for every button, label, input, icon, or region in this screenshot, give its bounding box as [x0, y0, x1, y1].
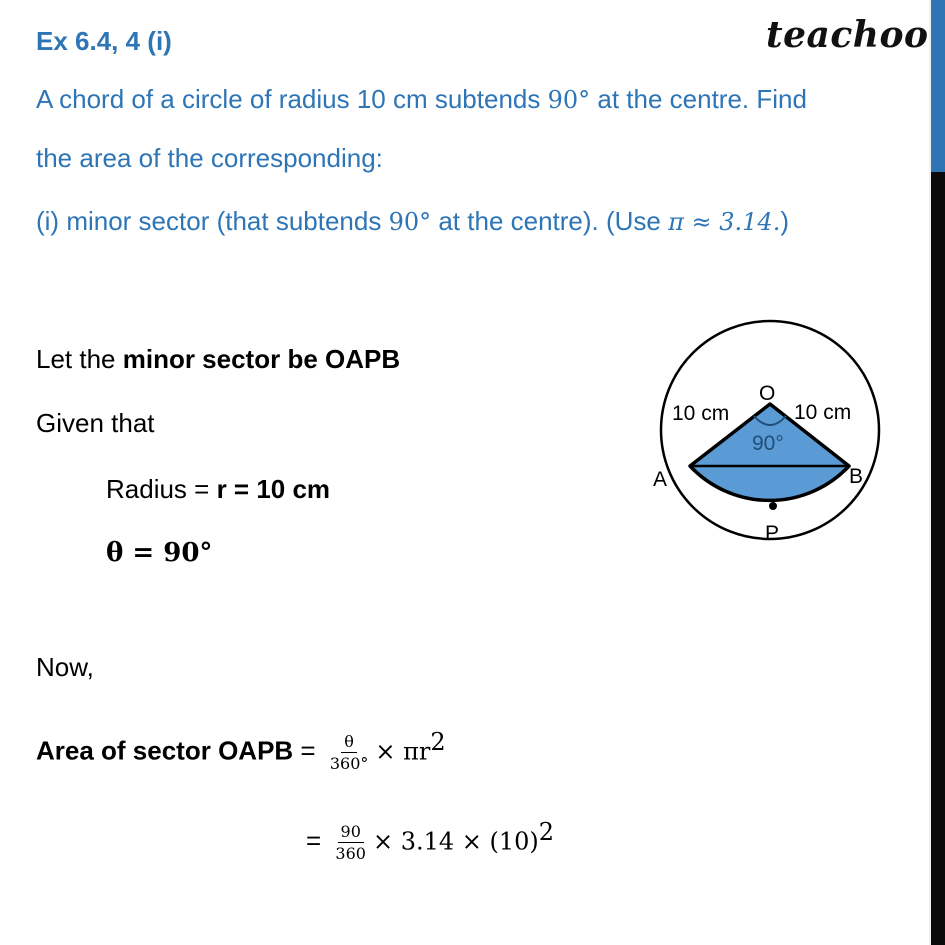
point-P-dot: [769, 502, 777, 510]
circle-sector-diagram: [640, 290, 900, 560]
theta-statement: θ = 90°: [106, 538, 213, 568]
scrollbar-thumb[interactable]: [931, 0, 945, 172]
teachoo-logo: teachoo: [766, 14, 929, 56]
label-O: O: [759, 382, 776, 405]
label-P: P: [765, 522, 780, 545]
question-line-2: the area of the corresponding:: [36, 143, 383, 173]
scrollbar-dark-region: [931, 172, 945, 945]
label-B: B: [849, 465, 864, 488]
angle-label: 90°: [752, 432, 784, 455]
area-formula-line: Area of sector OAPB = $\frac{\theta}{360^\circ}$ × $\pi r^2$: [36, 728, 446, 774]
given-that-text: Given that: [36, 408, 155, 438]
question-line-3: (i) minor sector (that subtends 90° at the centre). (Use π ≈ 3.14.): [36, 206, 789, 236]
theta-over-360-fraction: $\frac{\theta}{360^\circ}$: [329, 731, 369, 774]
radius-statement: Radius = r = 10 cm: [106, 474, 331, 504]
ninety-over-360-fraction: $\frac{90}{360}$: [335, 821, 366, 864]
area-substitution-line: = $\frac{90}{360}$ × $3.14 \times (10)^2$: [306, 818, 555, 864]
radius-label-right: 10 cm: [794, 401, 852, 424]
radius-label-left: 10 cm: [672, 402, 730, 425]
label-A: A: [653, 468, 668, 491]
exercise-title: Ex 6.4, 4 (i): [36, 26, 172, 56]
now-text: Now,: [36, 652, 94, 682]
let-sector-statement: Let the minor sector be OAPB: [36, 344, 401, 374]
question-line-1: A chord of a circle of radius 10 cm subtends 90° at the centre. Find: [36, 84, 807, 114]
